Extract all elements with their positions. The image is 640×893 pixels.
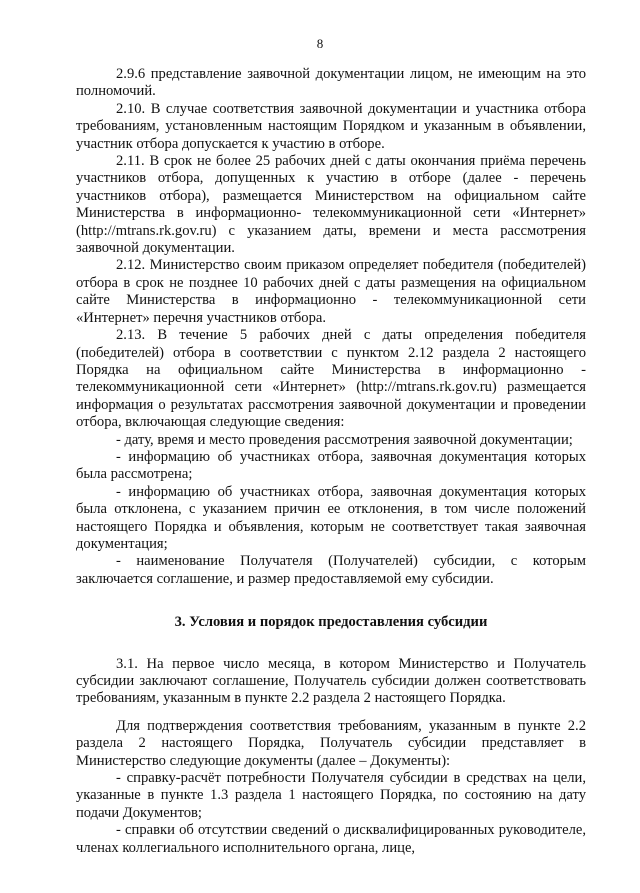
list-item-certificates: - справки об отсутствии сведений о дисквалифицированных руководителе, членах коллегиального исполнительного органа, лице,: [76, 822, 586, 856]
paragraph-documents: Для подтверждения соответствия требованиям, указанным в пункте 2.2 раздела 2 настоящего Порядка, Получатель субсидии представляет в Министерство следующие документы (далее – Документы):: [76, 717, 586, 769]
paragraph-2-10: 2.10. В случае соответствия заявочной документации и участника отбора требованиям, установленным настоящим Порядком и указанным в объявлении, участник отбора допускается к участию в отборе.: [76, 100, 586, 152]
paragraph-3-1: 3.1. На первое число месяца, в котором Министерство и Получатель субсидии заключают соглашение, Получатель субсидии должен соответствовать требованиям, указанным в пункте 2.2 раздела 2 настоящего Порядка.: [76, 655, 586, 707]
paragraph-2-12: 2.12. Министерство своим приказом определяет победителя (победителей) отбора в срок не позднее 10 рабочих дней с даты размещения на официальном сайте Министерства в информационно - телекоммуникационной сети «Интернет» перечня участников отбора.: [76, 257, 586, 326]
paragraph-2-9-6: 2.9.6 представление заявочной документации лицом, не имеющим на это полномочий.: [76, 66, 586, 100]
paragraph-2-13: 2.13. В течение 5 рабочих дней с даты определения победителя (победителей) отбора в соответствии с пунктом 2.12 раздела 2 настоящего Порядка на официальном сайте Министерства в информационно - телекоммуникационной сети «Интернет» (http://mtrans.rk.gov.ru) размещается информация о результатах рассмотрения заявочной документации и проведении отбора, включающая следующие сведения:: [76, 327, 586, 431]
list-item-calculation: - справку-расчёт потребности Получателя субсидии в средствах на цели, указанные в пункте 1.3 раздела 1 настоящего Порядка, по состоянию на дату подачи Документов;: [76, 770, 586, 821]
section-heading: 3. Условия и порядок предоставления субсидии: [174, 614, 488, 631]
document-body: [76, 66, 586, 857]
list-item-recipient: - наименование Получателя (Получателей) субсидии, с которым заключается соглашение, и размер предоставляемой ему субсидии.: [76, 553, 586, 587]
paragraph-2-11: 2.11. В срок не более 25 рабочих дней с даты окончания приёма перечень участников отбора, допущенных к участию в отборе (далее - перечень участников отбора), размещается Министерством на официальном сайте Министерства в информационно- телекоммуникационной сети «Интернет» (http://mtrans.rk.gov.ru) с указанием даты, времени и места рассмотрения заявочной документации.: [76, 153, 586, 257]
list-item-rejected: - информацию об участниках отбора, заявочная документация которых была отклонена, с указанием причин ее отклонения, в том числе положений настоящего Порядка и объявления, которым не соответствует такая заявочная документация;: [76, 483, 586, 552]
page-number: 8: [316, 36, 324, 51]
list-item-date-time: - дату, время и место проведения рассмотрения заявочной документации;: [116, 431, 573, 448]
list-item-considered: - информацию об участниках отбора, заявочная документация которых была рассмотрена;: [76, 448, 586, 483]
